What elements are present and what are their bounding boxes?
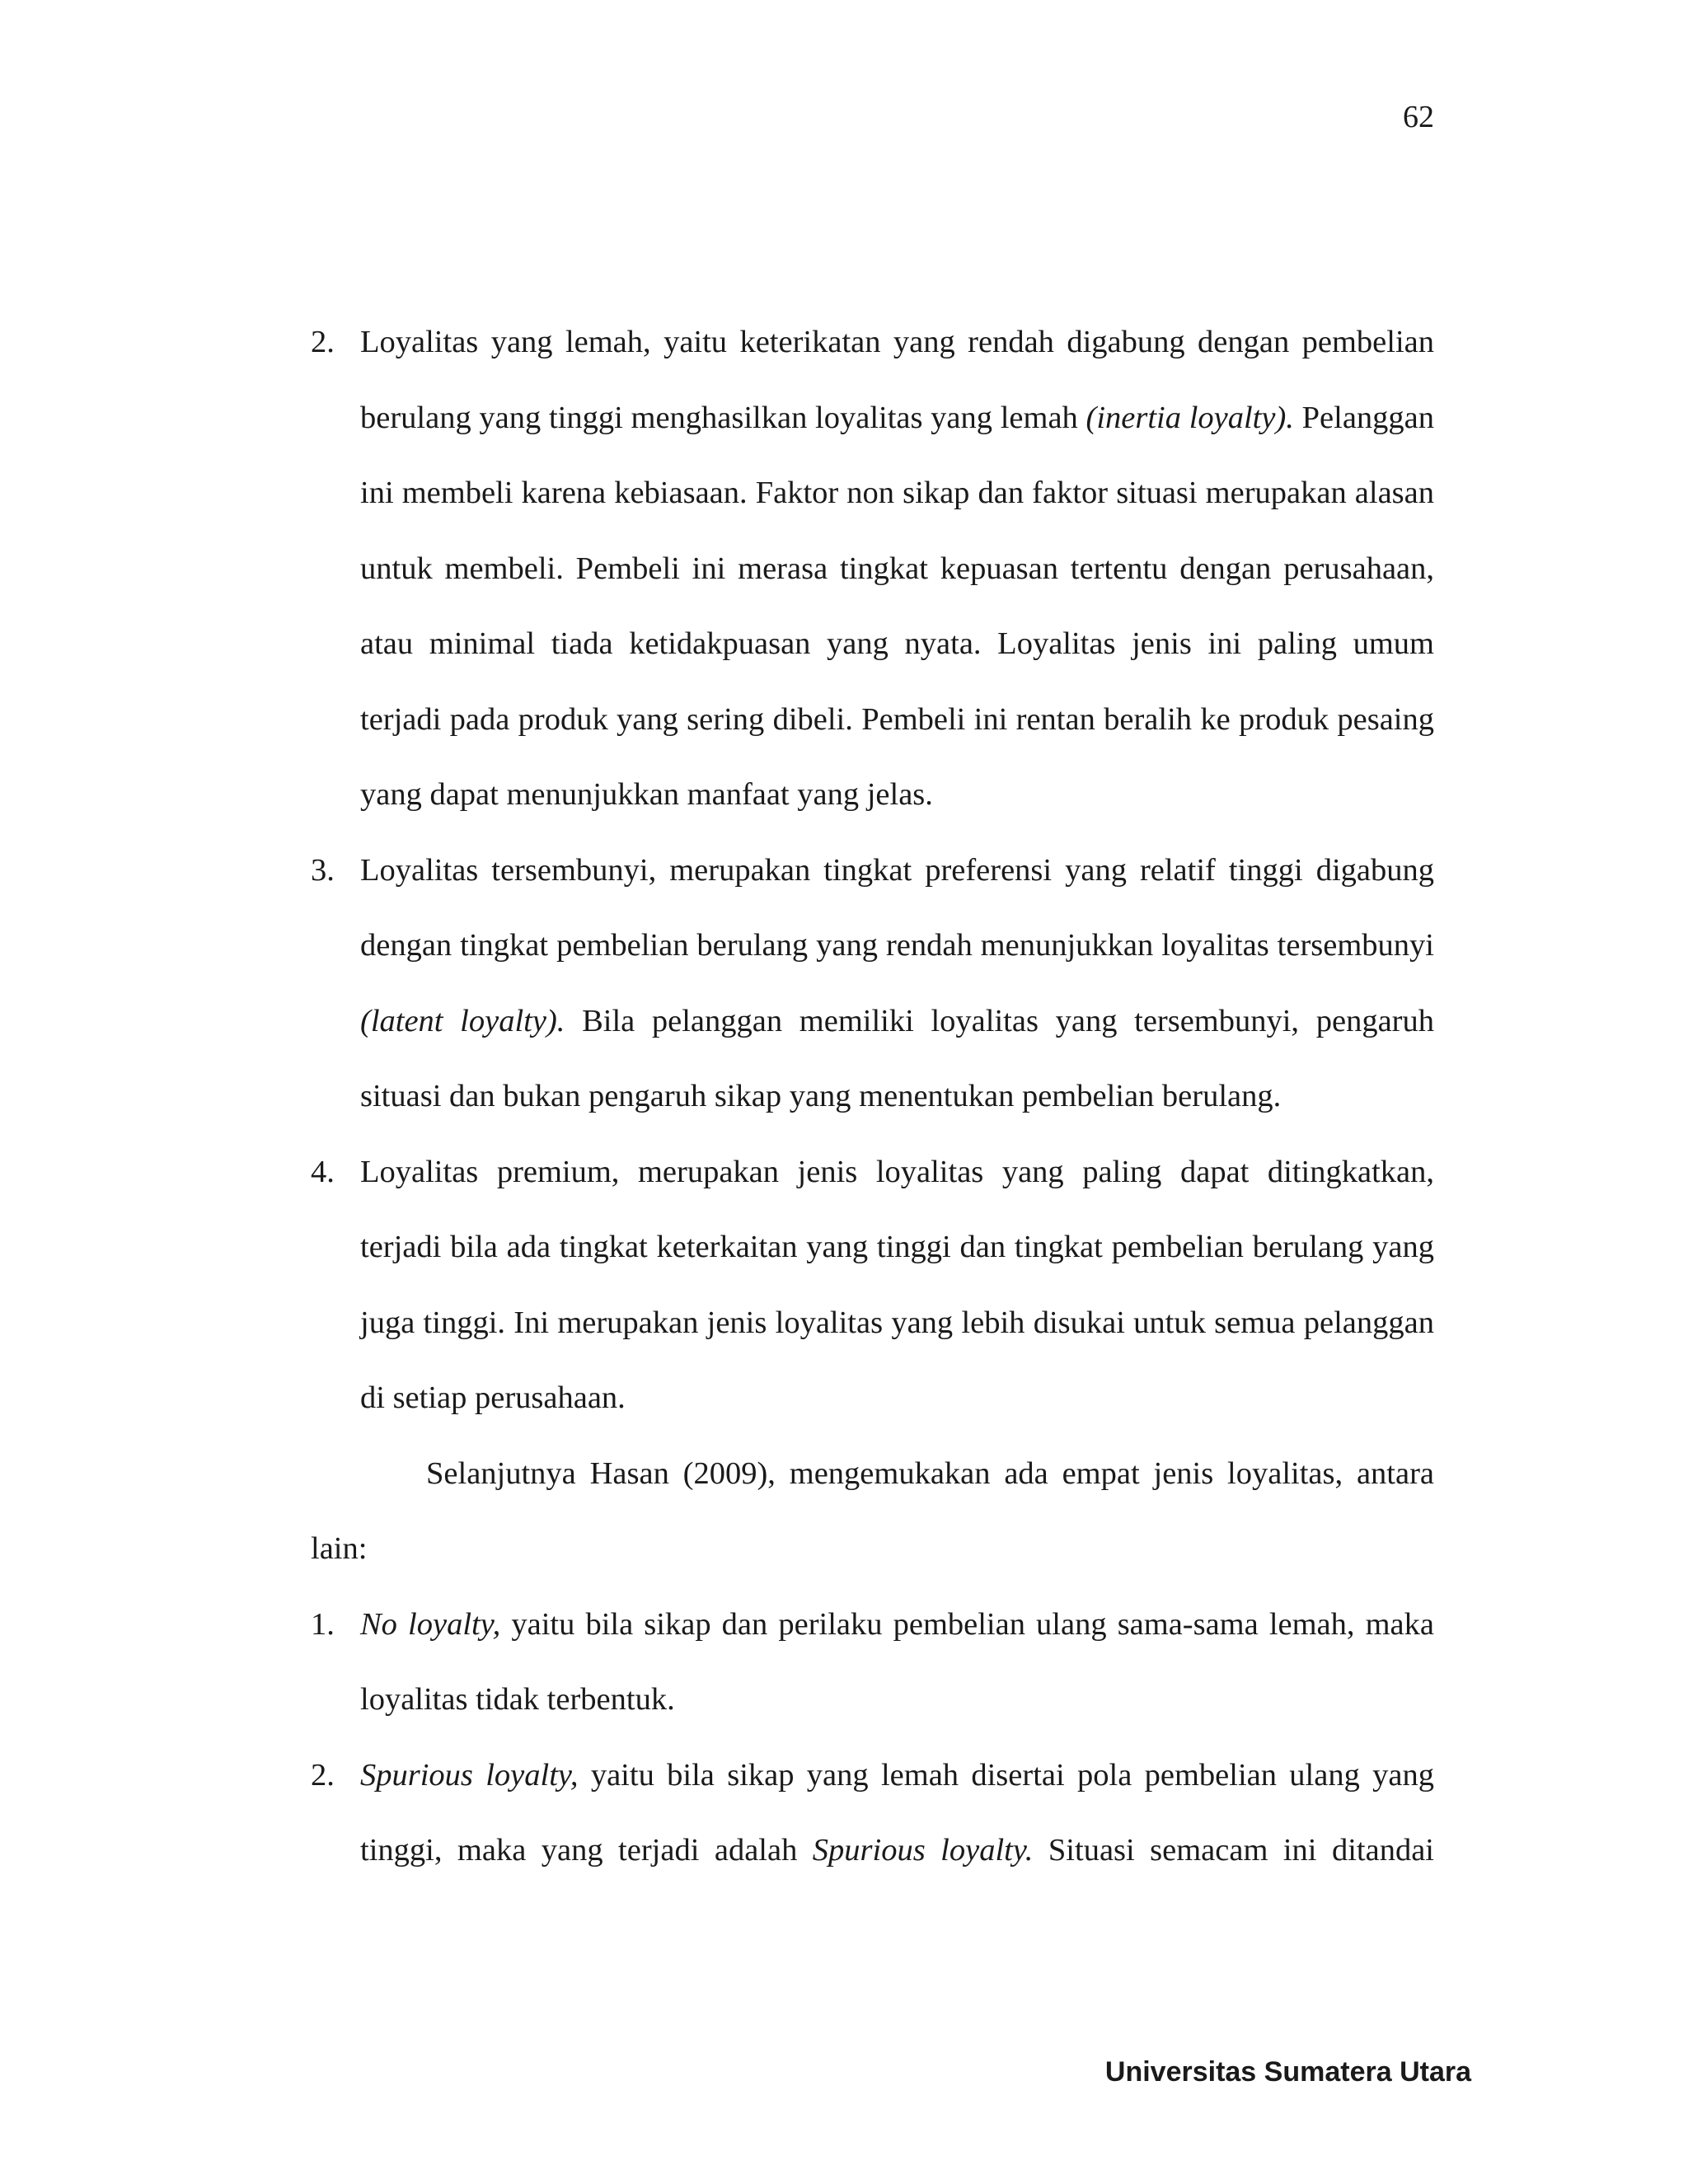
list-item-number: 4. (311, 1154, 335, 1189)
document-body (311, 305, 1434, 1889)
list-item-text: Loyalitas yang lemah, yaitu keterikatan yang rendah digabung dengan pembelian berulang yang tinggi menghasilkan loyalitas yang lemah (360, 325, 1434, 435)
list-item-text: Loyalitas premium, merupakan jenis loyalitas yang paling dapat ditingkatkan, terjadi bila ada tingkat keterkaitan yang tinggi dan tingkat pembelian berulang yang juga tinggi. Ini merupakan jenis loyalitas yang lebih disukai untuk semua pelanggan di setiap perusahaan. (360, 1154, 1434, 1415)
list-item-text: yaitu bila sikap dan perilaku pembelian ulang sama-sama lemah, maka loyalitas tidak terbentuk. (360, 1606, 1434, 1717)
list-item-number: 2. (311, 1757, 335, 1793)
list-item-text-continued: Situasi semacam ini ditandai (1033, 1833, 1434, 1868)
list-item-italic-term: (inertia loyalty). (1085, 400, 1294, 435)
list-item-premium-loyalty (311, 1135, 1434, 1436)
list-item-text-continued: Pelanggan ini membeli karena kebiasaan. Faktor non sikap dan faktor situasi merupakan alasan untuk membeli. Pembeli ini merasa tingkat kepuasan tertentu dengan perusahaan, atau minimal tiada ketidakpuasan yang nyata. Loyalitas jenis ini paling umum terjadi pada produk yang sering dibeli. Pembeli ini rentan beralih ke produk pesaing yang dapat menunjukkan manfaat yang jelas. (360, 400, 1435, 812)
list-item-number: 3. (311, 852, 335, 888)
list-item-number: 1. (311, 1606, 335, 1642)
university-footer: Universitas Sumatera Utara (1104, 2056, 1471, 2088)
list-item-number: 2. (311, 325, 335, 359)
list-item-inertia-loyalty (311, 305, 1434, 833)
list-item-italic-term-inline: Spurious loyalty. (812, 1833, 1034, 1868)
page-number: 62 (1403, 100, 1434, 134)
list-item-italic-term: (latent loyalty). (360, 1003, 565, 1038)
list-item-italic-term: Spurious loyalty, (360, 1757, 579, 1793)
list-item-no-loyalty (311, 1587, 1434, 1738)
list-item-text: Loyalitas tersembunyi, merupakan tingkat preferensi yang relatif tinggi digabung dengan tingkat pembelian berulang yang rendah menunjukkan loyalitas tersembunyi (360, 852, 1434, 963)
list-item-text: yaitu bila sikap yang lemah disertai pola pembelian ulang yang tinggi, maka yang terjadi adalah (360, 1757, 1435, 1868)
body-paragraph: Selanjutnya Hasan (2009), mengemukakan ada empat jenis loyalitas, antara lain: (311, 1455, 1434, 1566)
list-item-italic-term: No loyalty, (360, 1606, 501, 1642)
list-item-text-continued: Bila pelanggan memiliki loyalitas yang tersembunyi, pengaruh situasi dan bukan pengaruh sikap yang menentukan pembelian berulang. (360, 1003, 1434, 1113)
list-item-spurious-loyalty (311, 1738, 1434, 1889)
list-item-latent-loyalty (311, 833, 1434, 1135)
